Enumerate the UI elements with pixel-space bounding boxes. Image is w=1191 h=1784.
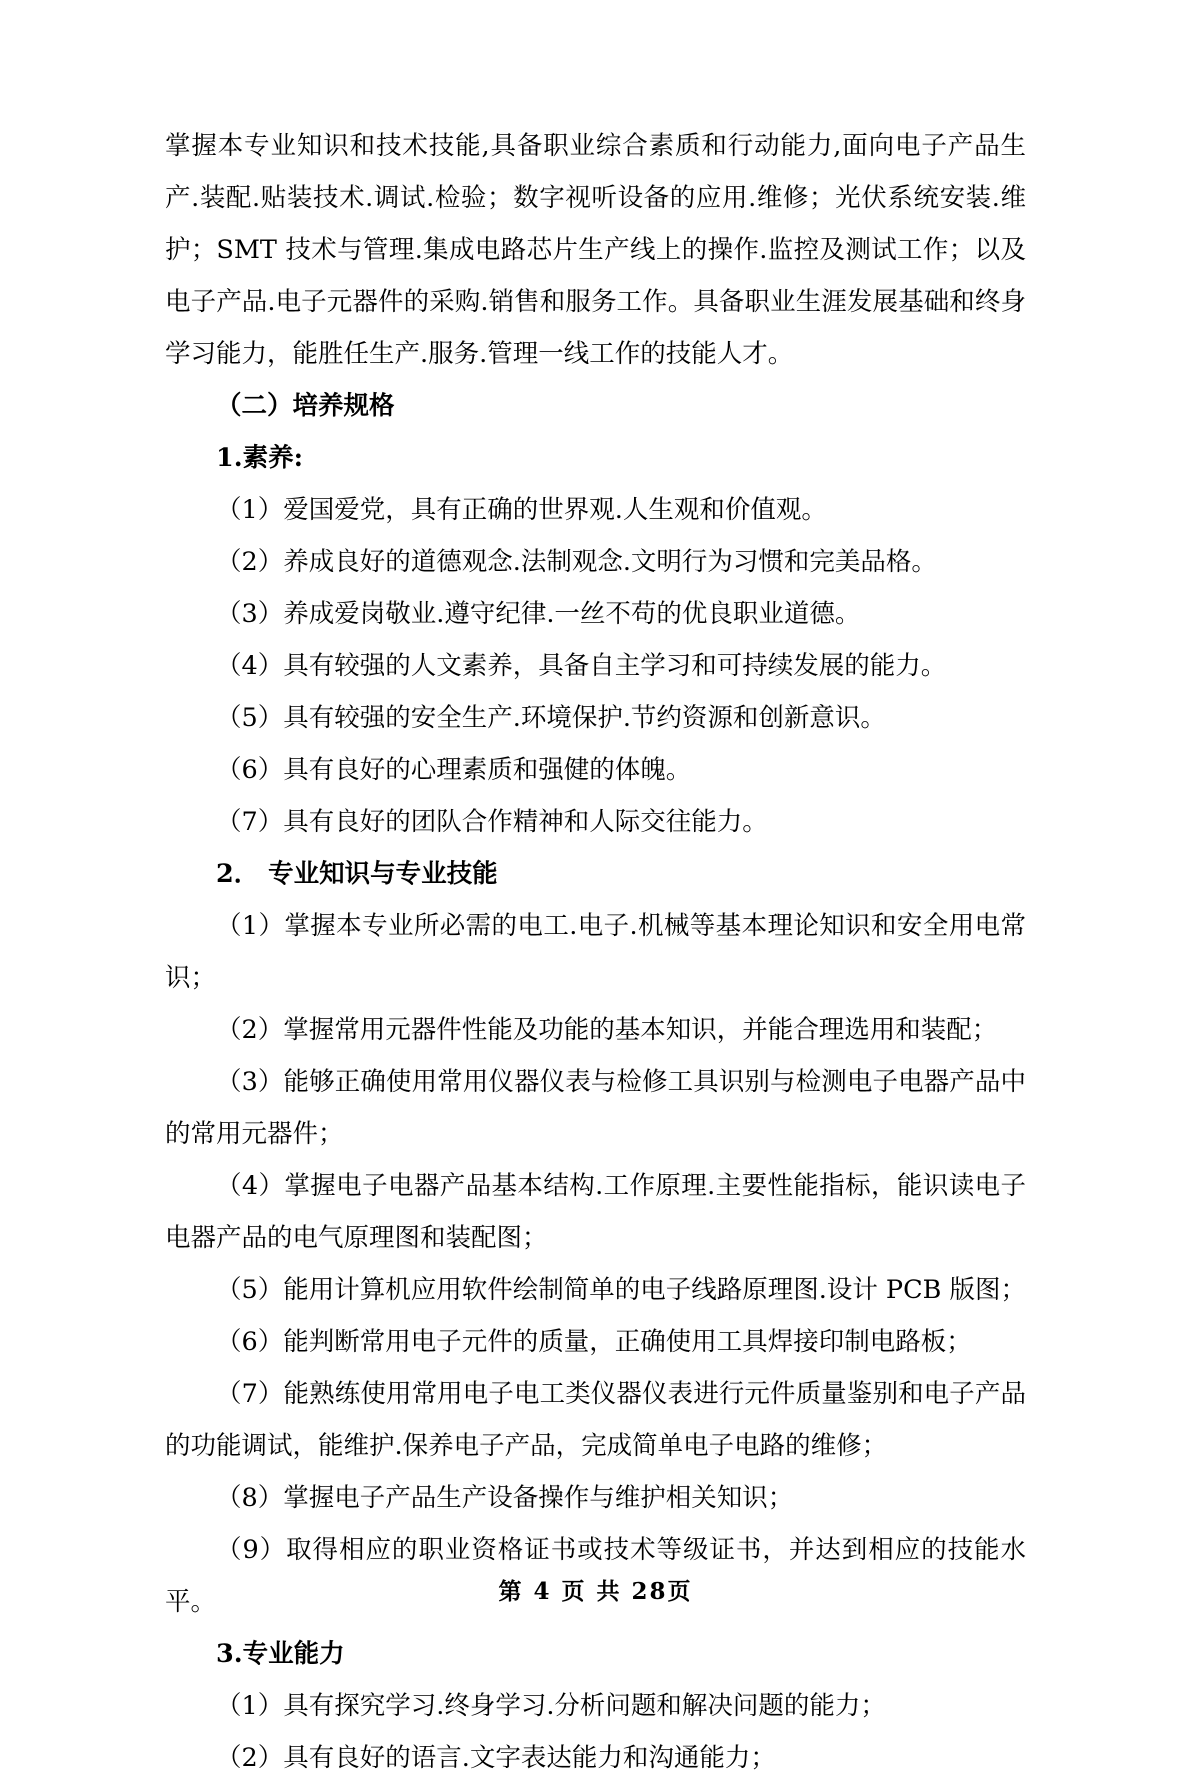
list-item: （8）掌握电子产品生产设备操作与维护相关知识；: [216, 1483, 794, 1513]
page-footer: 第 4 页 共 28页: [498, 1578, 693, 1605]
list-item: （6）具有良好的心理素质和强健的体魄。: [216, 755, 692, 785]
list-item: （3）能够正确使用常用仪器仪表与检修工具识别与检测电子电器产品中的常用元器件；: [165, 1067, 1026, 1149]
list-item: （1）掌握本专业所必需的电工.电子.机械等基本理论知识和安全用电常识；: [165, 911, 1026, 993]
list-item: （1）爱国爱党，具有正确的世界观.人生观和价值观。: [216, 495, 827, 525]
list-item: （7）能熟练使用常用电子电工类仪器仪表进行元件质量鉴别和电子产品的功能调试，能维护.保养电子产品，完成简单电子电路的维修；: [165, 1379, 1026, 1461]
list-item: （3）养成爱岗敬业.遵守纪律.一丝不苟的优良职业道德。: [216, 599, 861, 629]
list-item: （9）取得相应的职业资格证书或技术等级证书，并达到相应的技能水平。: [165, 1535, 1026, 1617]
list-item: （5）能用计算机应用软件绘制简单的电子线路原理图.设计 PCB 版图；: [216, 1275, 1026, 1305]
subsection-title-1: 1.素养:: [216, 443, 304, 473]
list-item: （4）掌握电子电器产品基本结构.工作原理.主要性能指标，能识读电子电器产品的电气原理图和装配图；: [165, 1171, 1026, 1253]
list-item: （4）具有较强的人文素养，具备自主学习和可持续发展的能力。: [216, 651, 947, 681]
subsection-title-3: 3.专业能力: [216, 1639, 345, 1669]
list-item: （2）掌握常用元器件性能及功能的基本知识，并能合理选用和装配；: [216, 1015, 998, 1045]
intro-paragraph: 掌握本专业知识和技术技能,具备职业综合素质和行动能力,面向电子产品生产.装配.贴装技术.调试.检验；数字视听设备的应用.维修；光伏系统安装.维护；SMT 技术与管理.集成电路芯片生产线上的操作.监控及测试工作；以及电子产品.电子元器件的采购.销售和服务工作。具备职业生涯发展基础和终身学习能力，能胜任生产.服务.管理一线工作的技能人才。: [165, 131, 1026, 369]
section-heading: （二）培养规格: [216, 391, 395, 421]
list-item: （1）具有探究学习.终身学习.分析问题和解决问题的能力；: [216, 1691, 886, 1721]
list-item: （6）能判断常用电子元件的质量，正确使用工具焊接印制电路板；: [216, 1327, 972, 1357]
list-item: （2）具有良好的语言.文字表达能力和沟通能力；: [216, 1743, 776, 1773]
list-item: （7）具有良好的团队合作精神和人际交往能力。: [216, 807, 768, 837]
subsection-title-2: 2． 专业知识与专业技能: [216, 859, 498, 889]
list-item: （5）具有较强的安全生产.环境保护.节约资源和创新意识。: [216, 703, 886, 733]
list-item: （2）养成良好的道德观念.法制观念.文明行为习惯和完美品格。: [216, 547, 937, 577]
